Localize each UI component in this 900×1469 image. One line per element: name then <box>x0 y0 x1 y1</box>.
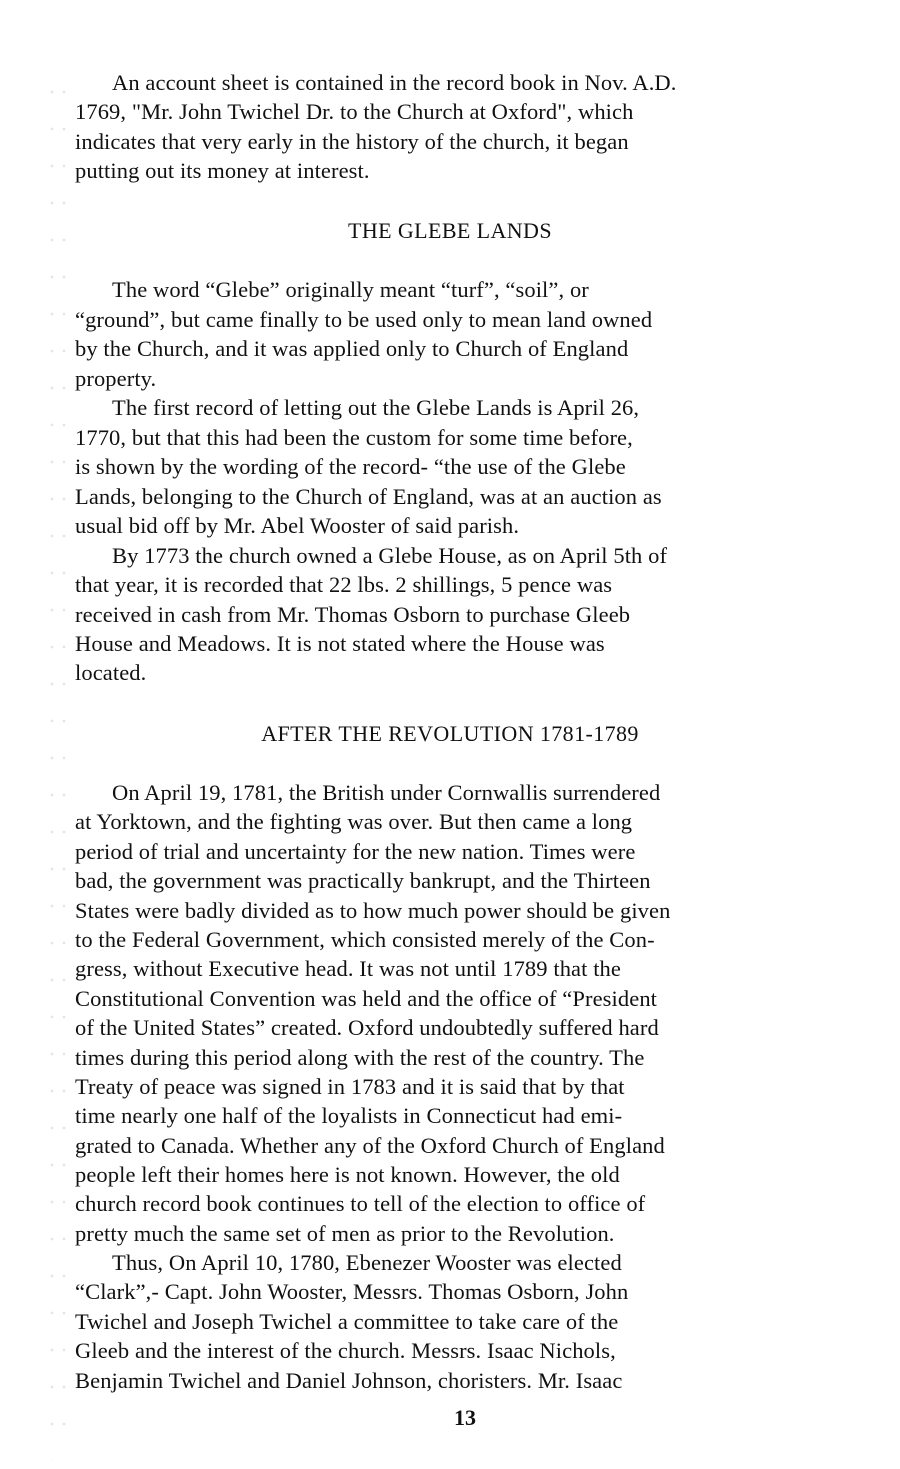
text-line: people left their homes here is not known. However, the old <box>75 1162 620 1187</box>
text-line: is shown by the wording of the record- “the use of the Glebe <box>75 454 626 479</box>
text-line: grated to Canada. Whether any of the Oxford Church of England <box>75 1133 665 1158</box>
text-line: at Yorktown, and the fighting was over. But then came a long <box>75 809 633 834</box>
text-line: putting out its money at interest. <box>75 158 370 183</box>
text-line: received in cash from Mr. Thomas Osborn to purchase Gleeb <box>75 602 631 627</box>
text-line: Constitutional Convention was held and the office of “President <box>75 986 658 1011</box>
text-line: “ground”, but came finally to be used only to mean land owned <box>75 307 653 332</box>
text-line: Gleeb and the interest of the church. Messrs. Isaac Nichols, <box>75 1338 616 1363</box>
text-line: Benjamin Twichel and Daniel Johnson, choristers. Mr. Isaac <box>75 1368 623 1393</box>
text-line: of the United States” created. Oxford undoubtedly suffered hard <box>75 1015 659 1040</box>
text-line: pretty much the same set of men as prior to the Revolution. <box>75 1221 615 1246</box>
section-heading-glebe-lands: THE GLEBE LANDS <box>348 218 552 243</box>
text-line: that year, it is recorded that 22 lbs. 2 shillings, 5 pence was <box>75 572 613 597</box>
text-line: The word “Glebe” originally meant “turf”, “soil”, or <box>112 277 589 302</box>
text-line: House and Meadows. It is not stated where the House was <box>75 631 605 656</box>
text-line: bad, the government was practically bankrupt, and the Thirteen <box>75 868 651 893</box>
text-line: Thus, On April 10, 1780, Ebenezer Wooster was elected <box>112 1250 622 1275</box>
text-line: period of trial and uncertainty for the new nation. Times were <box>75 839 636 864</box>
text-line: Treaty of peace was signed in 1783 and it is said that by that <box>75 1074 625 1099</box>
text-line: States were badly divided as to how much power should be given <box>75 898 671 923</box>
text-line: located. <box>75 660 147 685</box>
text-line: Twichel and Joseph Twichel a committee to take care of the <box>75 1309 619 1334</box>
page-number: 13 <box>454 1405 476 1430</box>
text-line: gress, without Executive head. It was not until 1789 that the <box>75 956 621 981</box>
section-heading-after-revolution: AFTER THE REVOLUTION 1781-1789 <box>261 721 639 746</box>
text-line: The first record of letting out the Glebe Lands is April 26, <box>112 395 640 420</box>
text-line: property. <box>75 366 157 391</box>
text-line: time nearly one half of the loyalists in Connecticut had emi- <box>75 1103 623 1128</box>
margin-scan-specks <box>44 80 68 1460</box>
text-line: 1770, but that this had been the custom for some time before, <box>75 425 633 450</box>
text-line: An account sheet is contained in the record book in Nov. A.D. <box>112 70 677 95</box>
text-line: by the Church, and it was applied only to Church of England <box>75 336 629 361</box>
text-line: “Clark”,- Capt. John Wooster, Messrs. Thomas Osborn, John <box>75 1279 629 1304</box>
text-line: church record book continues to tell of the election to office of <box>75 1191 646 1216</box>
text-line: Lands, belonging to the Church of England, was at an auction as <box>75 484 662 509</box>
text-line: On April 19, 1781, the British under Cornwallis surrendered <box>112 780 661 805</box>
text-line: 1769, "Mr. John Twichel Dr. to the Church at Oxford", which <box>75 99 634 124</box>
text-line: times during this period along with the rest of the country. The <box>75 1045 645 1070</box>
text-line: By 1773 the church owned a Glebe House, as on April 5th of <box>112 543 668 568</box>
text-line: indicates that very early in the history of the church, it began <box>75 129 629 154</box>
text-line: to the Federal Government, which consisted merely of the Con- <box>75 927 655 952</box>
text-line: usual bid off by Mr. Abel Wooster of said parish. <box>75 513 520 538</box>
